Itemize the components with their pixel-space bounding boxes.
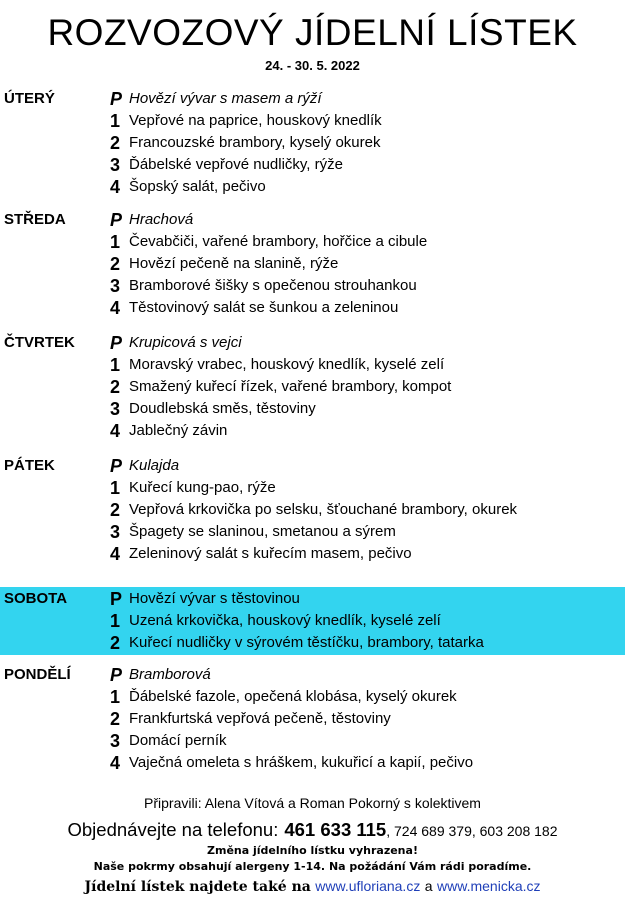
item-number: 2	[110, 377, 121, 397]
menu-item	[110, 730, 227, 752]
web-link-ufloriana[interactable]: www.ufloriana.cz	[315, 878, 421, 894]
item-number: 1	[110, 111, 121, 131]
menu-item	[110, 297, 398, 319]
menu-item	[110, 354, 444, 376]
item-text: Vepřová krkovička po selsku, šťouchané brambory, okurek	[129, 501, 518, 518]
menu-item	[110, 398, 316, 420]
other-phones: , 724 689 379, 603 208 182	[386, 823, 558, 839]
item-number: 2	[110, 254, 121, 274]
item-number: P	[110, 665, 123, 685]
menu-item	[110, 521, 396, 543]
item-text: Hovězí vývar s těstovinou	[129, 590, 300, 607]
soup-item	[110, 664, 211, 686]
item-number: 1	[110, 687, 121, 707]
menu-item	[110, 543, 412, 565]
item-number: 3	[110, 155, 121, 175]
menu-item	[110, 752, 473, 774]
day-name: SOBOTA	[4, 590, 68, 607]
soup-item	[110, 588, 300, 610]
item-text: Domácí perník	[129, 732, 227, 749]
day-name: STŘEDA	[4, 211, 66, 228]
menu-item	[110, 154, 343, 176]
note-allergens: Naše pokrmy obsahují alergeny 1-14. Na požádání Vám rádi poradíme.	[93, 860, 532, 873]
item-number: 3	[110, 522, 121, 542]
item-number: 2	[110, 709, 121, 729]
item-number: P	[110, 210, 123, 230]
menu-item	[110, 231, 427, 253]
web-and: a	[424, 878, 433, 894]
item-text: Kuřecí nudličky v sýrovém těstíčku, brambory, tatarka	[129, 634, 484, 651]
menu-item	[110, 275, 417, 297]
web-line	[0, 878, 625, 895]
item-text: Vaječná omeleta s hráškem, kukuřicí a kapií, pečivo	[129, 754, 474, 771]
menu-item	[110, 132, 380, 154]
item-text: Doudlebská směs, těstoviny	[129, 400, 316, 417]
item-text: Frankfurtská vepřová pečeně, těstoviny	[129, 710, 391, 727]
order-phone-line	[0, 817, 625, 845]
menu-item	[110, 110, 382, 132]
day-block-0	[0, 88, 625, 198]
item-number: 4	[110, 544, 121, 564]
note-change: Změna jídelního lístku vyhrazena!	[207, 844, 418, 857]
item-number: P	[110, 456, 123, 476]
item-text: Špagety se slaninou, smetanou a sýrem	[129, 523, 396, 540]
item-number: 2	[110, 133, 121, 153]
item-text: Šopský salát, pečivo	[129, 178, 266, 195]
soup-item	[110, 209, 193, 231]
item-number: 2	[110, 500, 121, 520]
day-block-2	[0, 332, 625, 442]
item-number: 3	[110, 399, 121, 419]
item-text: Hovězí pečeně na slanině, rýže	[129, 255, 339, 272]
item-text: Hrachová	[129, 211, 194, 228]
item-text: Uzená krkovička, houskový knedlík, kyselé zelí	[129, 612, 441, 629]
menu-item	[110, 686, 457, 708]
item-text: Krupicová s vejci	[129, 334, 242, 351]
item-text: Kuřecí kung-pao, rýže	[129, 479, 276, 496]
item-text: Vepřové na paprice, houskový knedlík	[129, 112, 382, 129]
menu-item	[110, 176, 266, 198]
menu-item	[110, 253, 338, 275]
item-number: 1	[110, 611, 121, 631]
menu-item	[110, 610, 441, 632]
web-label: Jídelní lístek najdete také na	[84, 879, 311, 895]
day-block-4	[0, 587, 625, 655]
day-block-3	[0, 455, 625, 565]
soup-item	[110, 88, 322, 110]
item-number: 4	[110, 298, 121, 318]
soup-item	[110, 455, 179, 477]
item-text: Zeleninový salát s kuřecím masem, pečivo	[129, 545, 412, 562]
day-name: ČTVRTEK	[4, 334, 75, 351]
item-text: Ďábelské fazole, opečená klobása, kyselý okurek	[129, 688, 457, 705]
item-number: P	[110, 333, 123, 353]
menu-item	[110, 420, 227, 442]
page-title: ROZVOZOVÝ JÍDELNÍ LÍSTEK	[47, 12, 578, 53]
item-number: 1	[110, 355, 121, 375]
day-name: ÚTERÝ	[4, 90, 55, 107]
item-number: 3	[110, 276, 121, 296]
item-text: Kulajda	[129, 457, 180, 474]
main-phone[interactable]: 461 633 115	[284, 819, 387, 840]
item-text: Bramborová	[129, 666, 211, 683]
day-name: PÁTEK	[4, 457, 55, 474]
order-label: Objednávejte na telefonu:	[67, 819, 279, 840]
item-text: Smažený kuřecí řízek, vařené brambory, kompot	[129, 378, 452, 395]
cooks-credit: Připravili: Alena Vítová a Roman Pokorný s kolektivem	[144, 795, 481, 811]
item-text: Jablečný závin	[129, 422, 228, 439]
day-name: PONDĚLÍ	[4, 666, 71, 683]
day-block-5	[0, 664, 625, 774]
soup-item	[110, 332, 242, 354]
item-number: 3	[110, 731, 121, 751]
date-range: 24. - 30. 5. 2022	[265, 58, 360, 73]
menu-item	[110, 376, 451, 398]
menu-item	[110, 632, 484, 654]
item-number: 1	[110, 232, 121, 252]
item-text: Moravský vrabec, houskový knedlík, kyselé zelí	[129, 356, 445, 373]
web-link-menicka[interactable]: www.menicka.cz	[437, 878, 541, 894]
menu-item	[110, 499, 517, 521]
item-number: P	[110, 589, 123, 609]
item-text: Těstovinový salát se šunkou a zeleninou	[129, 299, 399, 316]
item-number: 4	[110, 753, 121, 773]
item-number: 4	[110, 421, 121, 441]
item-text: Francouzské brambory, kyselý okurek	[129, 134, 381, 151]
item-number: 2	[110, 633, 121, 653]
menu-item	[110, 477, 276, 499]
item-number: P	[110, 89, 123, 109]
item-text: Bramborové šišky s opečenou strouhankou	[129, 277, 417, 294]
day-block-1	[0, 209, 625, 319]
item-number: 4	[110, 177, 121, 197]
item-text: Hovězí vývar s masem a rýží	[129, 90, 322, 107]
menu-item	[110, 708, 391, 730]
item-text: Ďábelské vepřové nudličky, rýže	[129, 156, 343, 173]
item-text: Čevabčiči, vařené brambory, hořčice a cibule	[129, 233, 428, 250]
item-number: 1	[110, 478, 121, 498]
